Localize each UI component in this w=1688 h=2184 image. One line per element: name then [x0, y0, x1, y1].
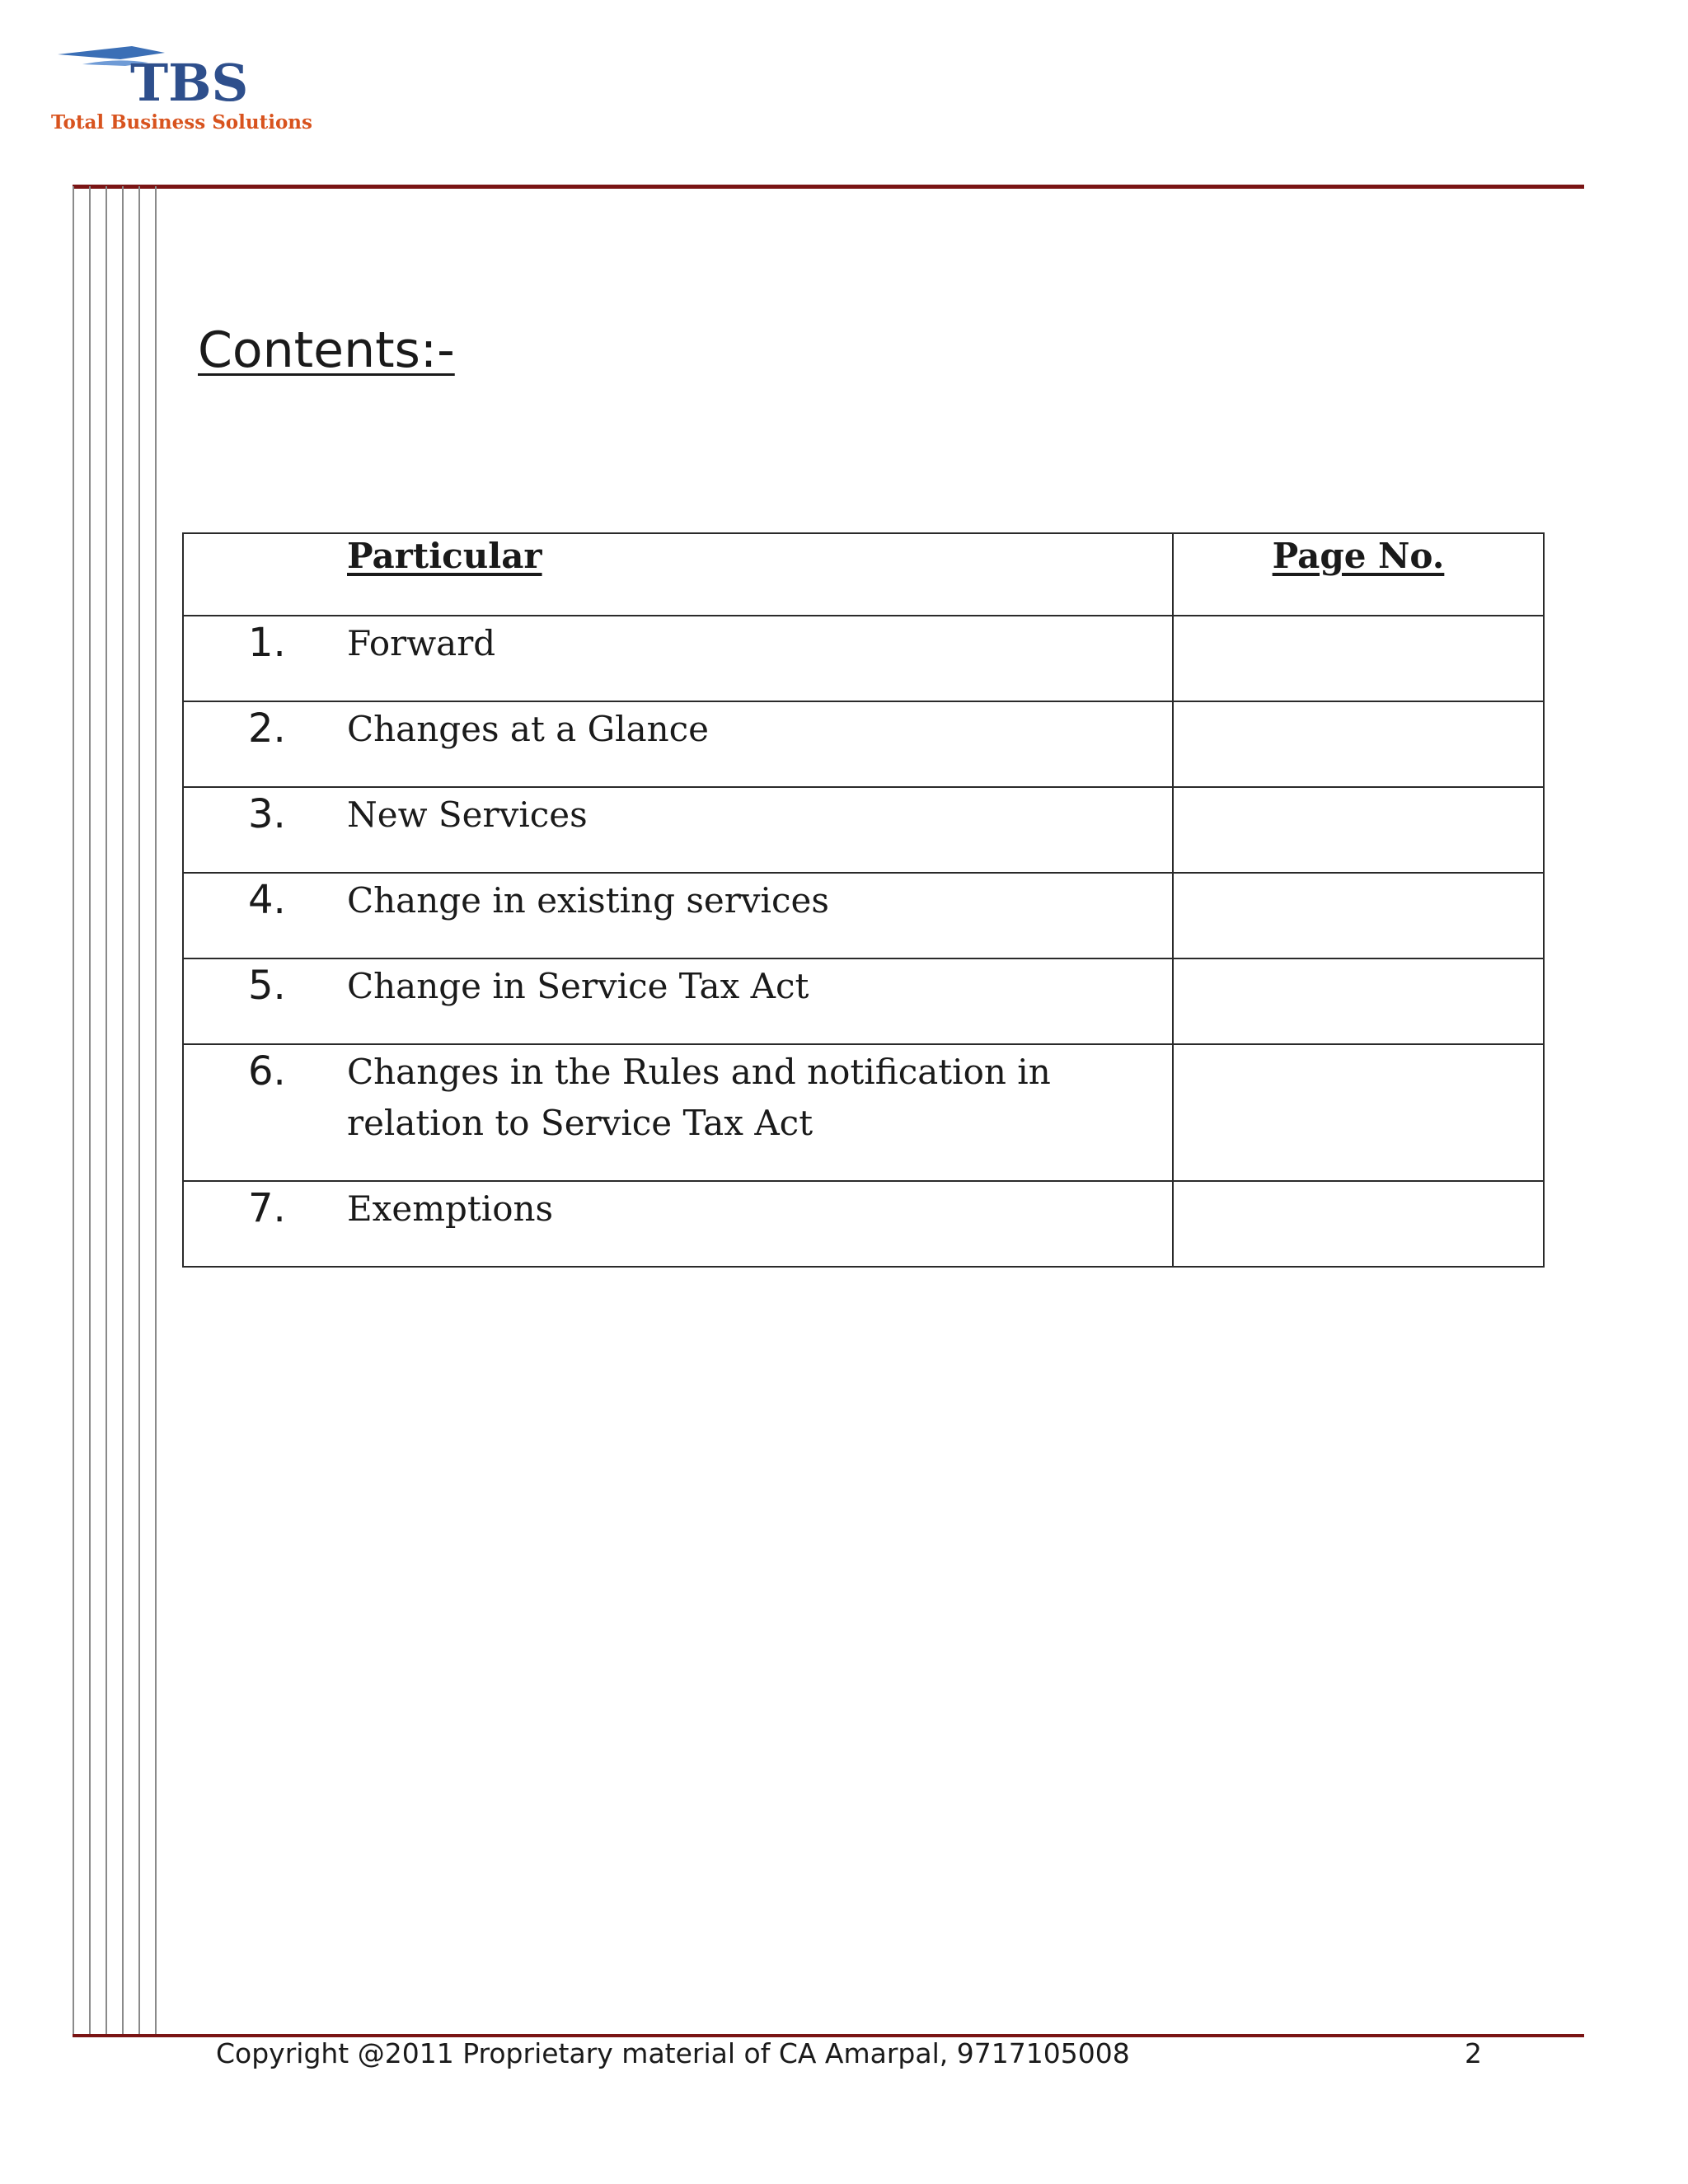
item-number: 3.: [248, 791, 286, 837]
tbs-logo: [49, 41, 338, 140]
page-cell: [1173, 787, 1544, 873]
page-cell: [1173, 1181, 1544, 1267]
tbs-logo-graphic: [49, 41, 338, 140]
item-number: 2.: [248, 705, 286, 752]
header-page-no: [1173, 533, 1544, 616]
table-header-row: [183, 533, 1544, 616]
header-page-no-text: Page No.: [1272, 536, 1445, 576]
item-label: Changes at a Glance: [347, 709, 710, 749]
margin-line: [138, 186, 140, 2034]
margin-line: [106, 186, 107, 2034]
item-label: Change in Service Tax Act: [347, 966, 809, 1006]
margin-line: [155, 186, 157, 2034]
table-row: [183, 1181, 1544, 1267]
table-row: [183, 1044, 1544, 1181]
item-label: Changes in the Rules and notification in relation to Service Tax Act: [347, 1052, 1051, 1143]
contents-table: [182, 532, 1545, 1268]
item-number: 7.: [248, 1185, 286, 1231]
top-rule: [73, 185, 1584, 189]
footer-copyright: Copyright @2011 Proprietary material of CA Amarpal, 9717105008: [216, 2037, 1130, 2069]
page-cell: [1173, 873, 1544, 958]
logo-mark: TBS: [130, 53, 249, 113]
particular-cell: [183, 616, 1173, 701]
table-row: [183, 958, 1544, 1044]
header-particular: [183, 533, 1173, 616]
table-row: [183, 873, 1544, 958]
margin-line: [73, 186, 74, 2034]
particular-cell: [183, 701, 1173, 787]
margin-line: [89, 186, 91, 2034]
table-row: [183, 787, 1544, 873]
page-cell: [1173, 701, 1544, 787]
page-number: 2: [1465, 2037, 1482, 2069]
page-cell: [1173, 616, 1544, 701]
item-label: Change in existing services: [347, 880, 829, 921]
item-label: Exemptions: [347, 1188, 554, 1229]
particular-cell: [183, 787, 1173, 873]
particular-cell: [183, 873, 1173, 958]
page-title: Contents:-: [198, 321, 455, 379]
item-number: 5.: [248, 963, 286, 1009]
item-label: New Services: [347, 794, 588, 835]
table-row: [183, 616, 1544, 701]
particular-cell: [183, 1181, 1173, 1267]
item-label: Forward: [347, 623, 496, 663]
margin-line: [122, 186, 124, 2034]
page-cell: [1173, 1044, 1544, 1181]
item-number: 1.: [248, 620, 286, 666]
item-number: 6.: [248, 1048, 286, 1094]
particular-cell: [183, 1044, 1173, 1181]
particular-cell: [183, 958, 1173, 1044]
header-particular-text: Particular: [347, 536, 542, 576]
item-number: 4.: [248, 877, 286, 923]
page-cell: [1173, 958, 1544, 1044]
table-row: [183, 701, 1544, 787]
logo-tagline: Total Business Solutions: [51, 111, 312, 134]
